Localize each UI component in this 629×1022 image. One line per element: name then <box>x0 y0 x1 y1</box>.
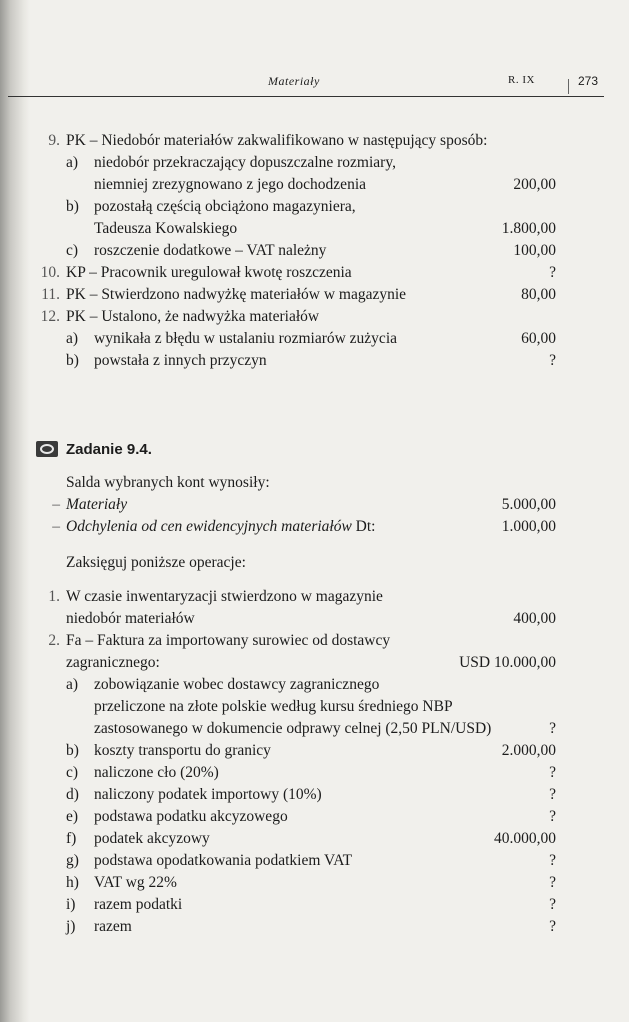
operation-text: wynikała z błędu w ustalaniu rozmiarów zużycia <box>94 330 397 347</box>
operation-amount: 200,00 <box>513 176 556 193</box>
sub-item-label: a) <box>66 676 79 693</box>
operation-row <box>36 872 556 894</box>
balance-account-name: Odchylenia od cen ewidencyjnych materiałów <box>66 518 352 535</box>
operation-text: przeliczone na złote polskie według kursu średniego NBP <box>94 698 453 715</box>
sub-item-label: g) <box>66 852 79 869</box>
operation-text: naliczone cło (20%) <box>94 764 219 781</box>
operation-text: zastosowanego w dokumencie odprawy celnej (2,50 PLN/USD) <box>94 720 492 737</box>
operation-amount: ? <box>549 874 556 891</box>
operation-text: Fa – Faktura za importowany surowiec od dostawcy <box>66 632 391 649</box>
operation-row <box>36 196 556 218</box>
balance-dash: – <box>52 496 60 513</box>
balance-account-name: Materiały <box>66 496 128 513</box>
task-intro-row <box>36 472 556 494</box>
operation-row <box>36 284 556 306</box>
operation-text: podstawa podatku akcyzowego <box>94 808 288 825</box>
task-operations <box>36 586 556 938</box>
operation-text: pozostałą częścią obciążono magazyniera, <box>94 198 356 215</box>
operation-text: PK – Niedobór materiałów zakwalifikowano w następujący sposób: <box>66 132 488 149</box>
operation-text: niedobór przekraczający dopuszczalne rozmiary, <box>94 154 396 171</box>
operation-row <box>36 630 556 652</box>
sub-item-label: c) <box>66 242 79 259</box>
operation-row <box>36 306 556 328</box>
operation-row <box>36 674 556 696</box>
task-instruction: Zaksięguj poniższe operacje: <box>66 554 246 571</box>
task-heading <box>36 439 152 459</box>
operation-row <box>36 218 556 240</box>
operation-number: 9. <box>48 132 60 149</box>
operation-text: PK – Stwierdzono nadwyżkę materiałów w magazynie <box>66 286 407 303</box>
sub-item-label: e) <box>66 808 79 825</box>
balance-value: 1.000,00 <box>501 518 556 535</box>
task-marker-icon <box>36 441 58 457</box>
operation-amount: 60,00 <box>521 330 556 347</box>
sub-item-label: b) <box>66 198 79 215</box>
operation-text: KP – Pracownik uregulował kwotę roszczenia <box>66 264 352 281</box>
operation-amount: USD 10.000,00 <box>459 654 556 671</box>
operation-amount: 100,00 <box>513 242 556 259</box>
task-title: Zadanie 9.4. <box>66 440 152 458</box>
sub-item-label: j) <box>66 918 76 935</box>
balance-row <box>36 516 556 538</box>
operation-number: 2. <box>48 632 60 649</box>
operation-text: PK – Ustalono, że nadwyżka materiałów <box>66 308 320 325</box>
operation-row <box>36 262 556 284</box>
operation-text: zobowiązanie wobec dostawcy zagranicznego <box>94 676 380 693</box>
operation-row <box>36 740 556 762</box>
operation-amount: 2.000,00 <box>501 742 556 759</box>
operation-amount: ? <box>549 808 556 825</box>
operation-row <box>36 850 556 872</box>
page-binding-shadow <box>0 0 30 1022</box>
operation-text: podatek akcyzowy <box>94 830 210 847</box>
operation-text: niemniej zrezygnowano z jego dochodzenia <box>94 176 366 193</box>
operation-text: razem <box>94 918 132 935</box>
sub-item-label: h) <box>66 874 79 891</box>
operation-text: niedobór materiałów <box>66 610 195 627</box>
header-divider <box>568 79 569 94</box>
balance-account <box>66 516 375 538</box>
balance-dash: – <box>52 518 60 535</box>
sub-item-label: b) <box>66 742 79 759</box>
operation-amount: ? <box>549 786 556 803</box>
operation-amount: ? <box>549 264 556 281</box>
instruction-row <box>36 552 556 574</box>
operation-text: W czasie inwentaryzacji stwierdzono w magazynie <box>66 588 383 605</box>
page-number: 273 <box>578 74 599 88</box>
sub-item-label: d) <box>66 786 79 803</box>
operation-amount: ? <box>549 764 556 781</box>
sub-item-label: f) <box>66 830 77 847</box>
operation-amount: ? <box>549 918 556 935</box>
operation-amount: 80,00 <box>521 286 556 303</box>
operation-amount: 400,00 <box>513 610 556 627</box>
balance-value: 5.000,00 <box>501 496 556 513</box>
sub-item-label: c) <box>66 764 79 781</box>
operation-text: koszty transportu do granicy <box>94 742 271 759</box>
header-rule <box>8 96 604 97</box>
operation-row <box>36 784 556 806</box>
operation-row <box>36 828 556 850</box>
operation-row <box>36 174 556 196</box>
operation-text: Tadeusza Kowalskiego <box>94 220 238 237</box>
operation-row <box>36 652 556 674</box>
operation-text: podstawa opodatkowania podatkiem VAT <box>94 852 353 869</box>
operation-row <box>36 762 556 784</box>
operation-row <box>36 130 556 152</box>
operation-row <box>36 350 556 372</box>
sub-item-label: a) <box>66 330 79 347</box>
running-title: Materiały <box>268 74 320 88</box>
sub-item-label: i) <box>66 896 76 913</box>
chapter-label: R. IX <box>508 74 535 86</box>
operation-amount: ? <box>549 720 556 737</box>
operation-amount: 40.000,00 <box>494 830 556 847</box>
task-intro-block <box>36 472 556 574</box>
operation-number: 11. <box>41 286 60 303</box>
operation-row <box>36 328 556 350</box>
balance-row <box>36 494 556 516</box>
operation-amount: ? <box>549 852 556 869</box>
task-intro: Salda wybranych kont wynosiły: <box>66 474 270 491</box>
operation-number: 10. <box>40 264 60 281</box>
operation-amount: ? <box>549 896 556 913</box>
operation-text: naliczony podatek importowy (10%) <box>94 786 322 803</box>
operation-row <box>36 152 556 174</box>
operation-text: powstała z innych przyczyn <box>94 352 267 369</box>
operation-number: 12. <box>40 308 60 325</box>
sub-item-label: a) <box>66 154 79 171</box>
operation-row <box>36 608 556 630</box>
operation-amount: 1.800,00 <box>501 220 556 237</box>
operation-row <box>36 916 556 938</box>
operation-text: zagranicznego: <box>66 654 160 671</box>
operation-text: razem podatki <box>94 896 183 913</box>
operation-amount: ? <box>549 352 556 369</box>
operation-row <box>36 240 556 262</box>
operation-row <box>36 586 556 608</box>
operation-row <box>36 696 556 718</box>
exercise-continuation <box>36 130 556 372</box>
operation-text: VAT wg 22% <box>94 874 177 891</box>
operation-number: 1. <box>48 588 60 605</box>
operation-row <box>36 718 556 740</box>
balance-side: Dt: <box>351 518 376 535</box>
sub-item-label: b) <box>66 352 79 369</box>
operation-row <box>36 894 556 916</box>
operation-row <box>36 806 556 828</box>
operation-text: roszczenie dodatkowe – VAT należny <box>94 242 327 259</box>
